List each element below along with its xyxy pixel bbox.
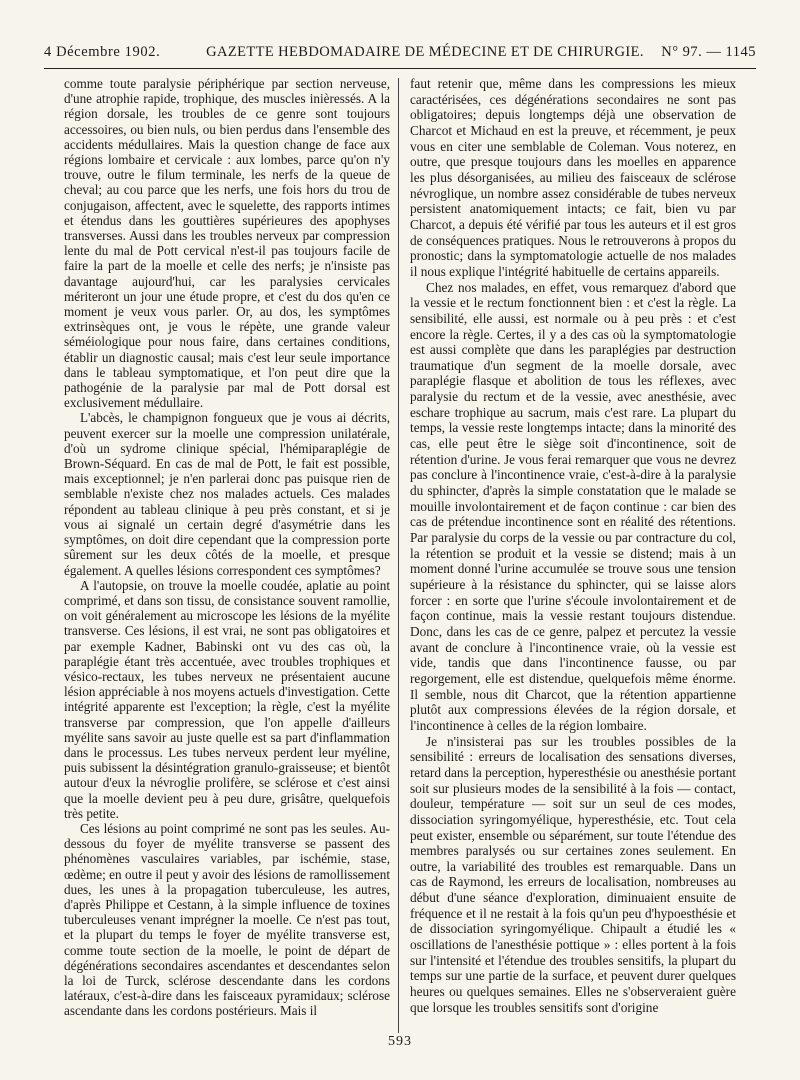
paragraph: faut retenir que, même dans les compressions les mieux caractérisées, ces dégénérations secondaires ne sont pas obligatoires; depuis longtemps déjà une observation de Charcot et Michaud en est la preuve, et récemment, je peux vous en citer une semblable de Coleman. Vous noterez, en outre, que presque toujours dans les moelles en apparence les plus désorganisées, au milieu des faisceaux de sclérose névroglique, un nombre assez considérable de tubes nerveux persistent anatomiquement intacts; ce fait, bien vu par Charcot, a depuis été vérifié par tous les auteurs et il est gros de conséquences pratiques. Nous le retrouverons à propos du pronostic; dans la symptomatologie actuelle de nos malades il nous explique l'intégrité habituelle de certains appareils. xyxy=(410,76,736,279)
paragraph: Chez nos malades, en effet, vous remarquez d'abord que la vessie et le rectum fonctionnent bien : et c'est la règle. La sensibilité, elle aussi, est normale ou à peu près : et c'est encore la règle. Certes, il y a des cas où la symptomatologie est aussi complète que dans les paraplégies par destruction traumatique d'un segment de la moelle dorsale, avec paraplégie flasque et abolition de tous les réflexes, avec paralysie du rectum et de la vessie, avec anesthésie, avec eschare trophique au sacrum, mais c'est rare. La plupart du temps, la vessie reste longtemps intacte; dans la minorité des cas, elle peut être le siège soit d'incontinence, soit de rétention d'urine. Je vous ferai remarquer que vous ne devrez pas conclure à l'incontinence vraie, c'est-à-dire à la paralysie du sphincter, d'après la simple constatation que le malade se mouille involontairement et de façon continue : car bien des cas de prétendue incontinence sont en réalité des rétentions. Par paralysie du corps de la vessie ou par contracture du col, la rétention se produit et la vessie se distend; mais à un moment donné l'urine accumulée se trouve sous une tension supérieure à la résistance du sphincter, qui se laisse alors forcer : en sorte que l'urine s'écoule involontairement et de façon continue, mais la vessie restant toujours distendue. Donc, dans les cas de ce genre, palpez et percutez la vessie avant de conclure à l'incontinence vraie, où la vessie est vide, tandis que dans l'incontinence fausse, ou par regorgement, elle est distendue, quelquefois même énorme. Il semble, nous dit Charcot, que la rétention appartienne plutôt aux compressions élevées de la région dorsale, et l'incontinence à celles de la région lombaire. xyxy=(410,279,736,733)
paragraph: Ces lésions au point comprimé ne sont pas les seules. Au-dessous du foyer de myélite transverse se passent des phénomènes vasculaires variables, par ischémie, stase, œdème; en outre il peut y avoir des lésions de ramollissement dues, les unes à la propagation tuberculeuse, les autres, d'après Philippe et Cestann, à la simple influence de toxines tuberculeuses venant imprégner la moelle. Ce n'est pas tout, et la plupart du temps le foyer de myélite transverse est, comme toute section de la moelle, le point de départ de dégénérations secondaires ascendantes et descendantes selon la loi de Turck, sclérose descendante dans les cordons latéraux, c'est-à-dire dans les faisceaux pyramidaux; sclérose ascendante dans les cordons postérieurs. Mais il xyxy=(64,820,390,1019)
paragraph: A l'autopsie, on trouve la moelle coudée, aplatie au point comprimé, et dans son tissu, de consistance souvent ramollie, on voit généralement au microscope les lésions de la myélite transverse. Ces lésions, il est vrai, ne sont pas obligatoires et par exemple Kadner, Babinski ont vu des cas où, la paraplégie étant très accentuée, avec troubles trophiques et vésico-rectaux, les tubes nerveux ne présentaient aucune lésion appréciable à nos moyens actuels d'investigation. Cette intégrité apparente est l'exception; la règle, c'est la myélite transverse par compression, que l'on appelle d'ailleurs myélite sans savoir au juste quelle est sa part d'inflammation dans le processus. Les tubes nerveux perdent leur myéline, puis subissent la désintégration granulo-graisseuse; et bientôt autour d'eux la névroglie prolifère, se sclérose et c'est ainsi que la moelle devient peu à peu dure, grisâtre, quelquefois très petite. xyxy=(64,577,390,821)
left-column xyxy=(64,76,390,1019)
header-journal-title: GAZETTE HEBDOMADAIRE DE MÉDECINE ET DE CHIRURGIE. xyxy=(206,44,644,60)
right-column xyxy=(410,76,736,1015)
header-issue-page: N° 97. — 1145 xyxy=(661,44,756,60)
header-date: 4 Décembre 1902. xyxy=(44,44,161,60)
page-number: 593 xyxy=(388,1034,412,1049)
running-header xyxy=(44,38,756,69)
paragraph: Je n'insisterai pas sur les troubles possibles de la sensibilité : erreurs de localisation des sensations diverses, retard dans la perception, hyperesthésie ou anesthésie portant soit sur plusieurs modes de la sensibilité à la fois — contact, douleur, température — soit sur un seul de ces modes, dissociation syringomyélique, hyperesthésie, etc. Tout cela peut exister, ensemble ou séparément, sur toute l'étendue des membres paralysés ou sur certaines zones seulement. En outre, la variabilité des troubles est remarquable. Dans un cas de Raymond, les erreurs de localisation, nombreuses au début d'une séance d'exploration, diminuaient ensuite de fréquence et il ne restait à la fois qu'un peu d'hypoesthésie et de dissociation syringomyélique. Chipault a étudié les « oscillations de l'anesthésie pottique » : elles portent à la fois sur l'intensité et l'étendue des troubles sensitifs, la plupart du temps sur une partie de la surface, et peuvent durer quelques heures ou quelques semaines. Elles ne s'observeraient guère que lorsque les troubles sensitifs sont d'origine xyxy=(410,733,736,1015)
paragraph: comme toute paralysie périphérique par section nerveuse, d'une atrophie rapide, trophique, des muscles inièressés. A la région dorsale, les troubles de ce genre sont toujours accessoires, ou bien nuls, ou bien perdus dans l'ensemble des accidents médullaires. Mais la question change de face aux régions lombaire et cervicale : aux lombes, parce qu'on n'y trouve, outre le filum terminale, les nerfs de la queue de cheval; au cou parce que les nerfs, une fois hors du trou de conjugaison, affectent, avec le squelette, des rapports intimes et étendus dans les gouttières supérieures des apophyses transverses. Aussi dans les troubles nerveux par compression lente du mal de Pott cervical n'est-il pas toujours facile de faire la part de la moelle et celle des nerfs; je n'insiste pas davantage aujourd'hui, car les paralysies cervicales mériteront un jour une étude propre, et c'est du dos qu'en ce moment je veux vous parler. Or, au dos, les symptômes extrinsèques ont, je vous le répète, une grande valeur séméiologique pour nous faire, dans certaines conditions, établir un diagnostic causal; mais c'est leur seule importance dans le tableau symptomatique, et l'on peut dire que la pathogénie de la paralysie par mal de Pott dorsal est exclusivement médullaire. xyxy=(64,76,390,411)
column-divider xyxy=(398,78,399,1033)
paragraph: L'abcès, le champignon fongueux que je vous ai décrits, peuvent exercer sur la moelle une compression unilatérale, d'où un sydrome clinique spécial, l'hémiparaplégie de Brown-Séquard. En cas de mal de Pott, le fait est possible, mais exceptionnel; je n'en parlerai donc pas puisque rien de semblable n'existe chez nos malades actuels. Ces malades répondent au tableau clinique à peu près constant, et si je vous ai signalé un certain degré d'asymétrie dans les symptômes, on doit dire cependant que la compression porte sûrement sur les deux côtés de la moelle, et presque également. A quelles lésions correspondent ces symptômes? xyxy=(64,410,390,578)
